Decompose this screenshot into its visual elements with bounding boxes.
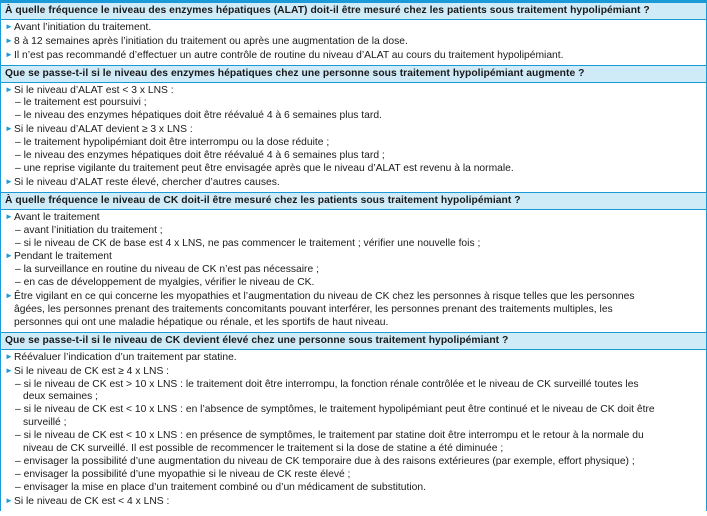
sub-item: – le niveau des enzymes hépatiques doit être réévalué 4 à 6 semaines plus tard. bbox=[15, 110, 382, 122]
sub-item: – le traitement est poursuivi ; bbox=[15, 97, 147, 109]
bullet-item: ►Si le niveau de CK est < 4 x LNS : bbox=[5, 495, 170, 507]
answer-row bbox=[1, 350, 706, 511]
bullet-triangle-icon: ► bbox=[5, 291, 13, 301]
bullet-triangle-icon: ► bbox=[5, 35, 13, 45]
bullet-item: ►Si le niveau de CK est ≥ 4 x LNS : bbox=[5, 365, 170, 377]
sub-item: – une reprise vigilante du traitement peut être envisagée après que le niveau d’ALAT est revenu à la normale. bbox=[15, 162, 514, 174]
bullet-item: ►Avant le traitement bbox=[5, 211, 100, 223]
question-text: Que se passe-t-il si le niveau des enzymes hépatiques chez une personne sous traitement hypolipémiant augmente ? bbox=[5, 67, 585, 79]
sub-item: – la surveillance en routine du niveau de CK n’est pas nécessaire ; bbox=[15, 264, 319, 276]
sub-item: – le traitement hypolipémiant doit être interrompu ou la dose réduite ; bbox=[15, 137, 330, 149]
answer-row bbox=[1, 210, 706, 332]
bullet-item: ►Si le niveau d’ALAT est < 3 x LNS : bbox=[5, 84, 174, 96]
bullet-item: ►Réévaluer l’indication d’un traitement par statine. bbox=[5, 351, 237, 363]
question-row bbox=[1, 3, 706, 20]
sub-item-continuation: deux semaines ; bbox=[23, 391, 98, 403]
bullet-item: ►Si le niveau d’ALAT reste élevé, chercher d’autres causes. bbox=[5, 176, 280, 188]
sub-item: – si le niveau de CK est < 10 x LNS : en présence de symptômes, le traitement par statine doit être interrompu et le retour à la normale du bbox=[15, 430, 644, 442]
question-row bbox=[1, 332, 706, 350]
question-text: Que se passe-t-il si le niveau de CK devient élevé chez une personne sous traitement hypolipémiant ? bbox=[5, 334, 509, 346]
question-text: À quelle fréquence le niveau des enzymes hépatiques (ALAT) doit-il être mesuré chez les patients sous traitement hypolipémiant ? bbox=[5, 5, 650, 16]
sub-item: – envisager la possibilité d’une myopathie si le niveau de CK reste élevé ; bbox=[15, 468, 351, 480]
bullet-item: ►Il n’est pas recommandé d’effectuer un autre contrôle de routine du niveau d’ALAT au cours du traitement hypolipémiant. bbox=[5, 49, 564, 61]
bullet-triangle-icon: ► bbox=[5, 49, 13, 59]
bullet-triangle-icon: ► bbox=[5, 21, 13, 31]
answer-row bbox=[1, 83, 706, 192]
bullet-item: ►Avant l’initiation du traitement. bbox=[5, 21, 152, 33]
bullet-triangle-icon: ► bbox=[5, 176, 13, 186]
sub-item-continuation: surveillé ; bbox=[23, 417, 67, 429]
sub-item: – avant l’initiation du traitement ; bbox=[15, 224, 163, 236]
bullet-item: ►8 à 12 semaines après l’initiation du traitement ou après une augmentation de la dose. bbox=[5, 35, 408, 47]
bullet-triangle-icon: ► bbox=[5, 351, 13, 361]
bullet-triangle-icon: ► bbox=[5, 365, 13, 375]
bullet-triangle-icon: ► bbox=[5, 84, 13, 94]
sub-item-continuation: niveau de CK surveillé. Il est possible de recommencer le traitement si la dose de statine a été diminuée ; bbox=[23, 443, 504, 455]
sub-item: – si le niveau de CK de base est 4 x LNS, ne pas commencer le traitement ; vérifier une nouvelle fois ; bbox=[15, 237, 481, 249]
question-text: À quelle fréquence le niveau de CK doit-il être mesuré chez les patients sous traitement hypolipémiant ? bbox=[5, 194, 521, 206]
bullet-triangle-icon: ► bbox=[5, 211, 13, 221]
bullet-item-continuation: personnes qui ont une maladie hépatique ou rénale, et les sportifs de haut niveau. bbox=[14, 316, 389, 328]
bullet-triangle-icon: ► bbox=[5, 124, 13, 134]
sub-item: – si le niveau de CK est < 10 x LNS : en l’absence de symptômes, le traitement hypolipémiant peut être continué et le niveau de CK doit être bbox=[15, 404, 655, 416]
bullet-item: ►Si le niveau d’ALAT devient ≥ 3 x LNS : bbox=[5, 124, 193, 136]
sub-item: – envisager la mise en place d’un traitement combiné ou d’un médicament de substitution. bbox=[15, 481, 426, 493]
question-row bbox=[1, 65, 706, 83]
faq-table bbox=[0, 3, 707, 511]
bullet-triangle-icon: ► bbox=[5, 495, 13, 505]
bullet-item: ►Pendant le traitement bbox=[5, 251, 112, 263]
sub-item: – le niveau des enzymes hépatiques doit être réévalué 4 à 6 semaines plus tard ; bbox=[15, 150, 385, 162]
sub-item: – envisager la possibilité d’une augmentation du niveau de CK temporaire due à des raisons extérieures (par exemple, effort physique) ; bbox=[15, 456, 635, 467]
bullet-item-continuation: âgées, les personnes prenant des traitements concomitants pouvant interférer, les personnes prenant des traitements multiples, les bbox=[14, 304, 613, 316]
sub-item: – en cas de développement de myalgies, vérifier le niveau de CK. bbox=[15, 277, 315, 289]
sub-item: – si le niveau de CK est > 10 x LNS : le traitement doit être interrompu, la fonction rénale contrôlée et le niveau de CK surveillé toutes les bbox=[15, 378, 639, 390]
answer-row bbox=[1, 20, 706, 65]
question-row bbox=[1, 192, 706, 210]
bullet-triangle-icon: ► bbox=[5, 251, 13, 261]
bullet-item: ►Être vigilant en ce qui concerne les myopathies et l’augmentation du niveau de CK chez les personnes à risque telles que les personnes bbox=[5, 291, 635, 303]
